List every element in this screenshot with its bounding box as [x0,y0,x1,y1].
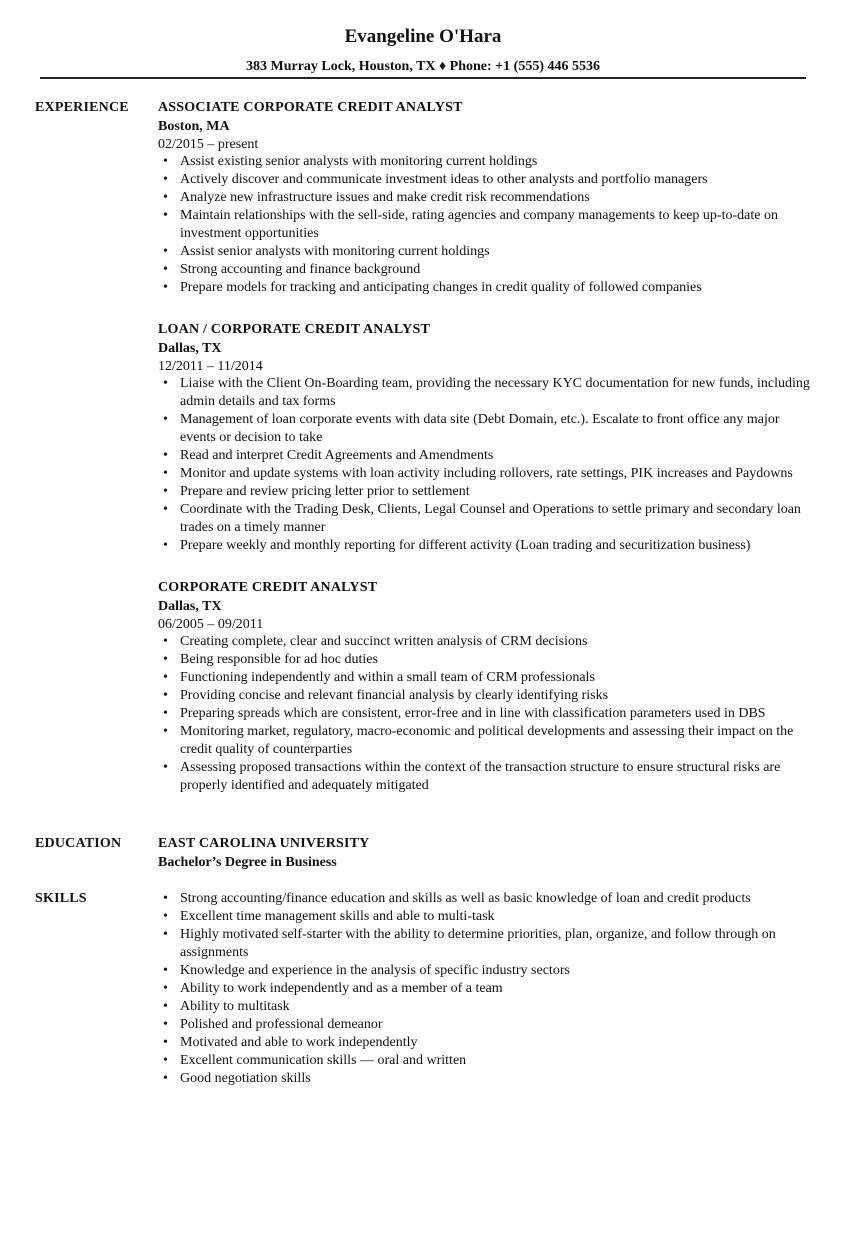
contact-line: 383 Murray Lock, Houston, TX ♦ Phone: +1 (555) 446 5536 [246,59,600,74]
job-bullet: • Maintain relationships with the sell-side, rating agencies and company managements to keep up-to-date on investment opportunities [158,207,818,243]
job-entry [158,321,818,555]
candidate-name: Evangeline O'Hara [344,26,502,47]
job-dates: 06/2005 – 09/2011 [158,617,264,632]
job-entry [158,99,818,297]
skill-item: • Excellent time management skills and able to multi-task [158,908,818,926]
job-bullet: • Monitoring market, regulatory, macro-economic and political developments and assessing their impact on the credit quality of counterparties [158,723,818,759]
skill-item: • Polished and professional demeanor [158,1016,818,1034]
skill-item: • Strong accounting/finance education and skills as well as basic knowledge of loan and credit products [158,890,818,908]
job-title: CORPORATE CREDIT ANALYST [158,580,378,595]
skill-item: • Ability to work independently and as a member of a team [158,980,818,998]
header-divider [40,77,806,79]
school-name: EAST CAROLINA UNIVERSITY [158,836,370,851]
job-bullet: • Preparing spreads which are consistent, error-free and in line with classification parameters used in DBS [158,705,818,723]
job-bullet: • Creating complete, clear and succinct written analysis of CRM decisions [158,633,818,651]
job-dates: 02/2015 – present [158,137,259,152]
job-entry [158,579,818,795]
job-bullet: • Prepare weekly and monthly reporting for different activity (Loan trading and securitization business) [158,537,818,555]
job-bullet: • Management of loan corporate events with data site (Debt Domain, etc.). Escalate to front office any major events or decision to take [158,411,818,447]
job-bullet: • Actively discover and communicate investment ideas to other analysts and portfolio managers [158,171,818,189]
job-bullet: • Prepare and review pricing letter prior to settlement [158,483,818,501]
skill-item: • Motivated and able to work independently [158,1034,818,1052]
job-bullet: • Read and interpret Credit Agreements and Amendments [158,447,818,465]
job-bullets [158,153,818,297]
section-label-experience: EXPERIENCE [35,100,129,115]
section-label-education: EDUCATION [35,836,122,851]
skill-item: • Ability to multitask [158,998,818,1016]
job-location: Dallas, TX [158,341,222,356]
job-bullet: • Strong accounting and finance background [158,261,818,279]
job-bullet: • Monitor and update systems with loan activity including rollovers, rate settings, PIK increases and Paydowns [158,465,818,483]
job-bullet: • Assessing proposed transactions within the context of the transaction structure to ensure structural risks are properly identified and adequately mitigated [158,759,818,795]
job-bullet: • Prepare models for tracking and anticipating changes in credit quality of followed companies [158,279,818,297]
job-title: ASSOCIATE CORPORATE CREDIT ANALYST [158,100,463,115]
job-bullets [158,375,818,555]
job-bullet: • Coordinate with the Trading Desk, Clients, Legal Counsel and Operations to settle primary and secondary loan trades on a timely manner [158,501,818,537]
degree: Bachelor’s Degree in Business [158,855,337,870]
job-bullet: • Functioning independently and within a small team of CRM professionals [158,669,818,687]
job-location: Boston, MA [158,119,230,134]
experience-body [158,99,818,795]
job-dates: 12/2011 – 11/2014 [158,359,263,374]
job-bullets [158,633,818,795]
education-body [158,835,818,872]
skill-item: • Excellent communication skills — oral and written [158,1052,818,1070]
section-label-skills: SKILLS [35,891,87,906]
job-bullet: • Assist senior analysts with monitoring current holdings [158,243,818,261]
job-location: Dallas, TX [158,599,222,614]
job-bullet: • Analyze new infrastructure issues and make credit risk recommendations [158,189,818,207]
job-bullet: • Assist existing senior analysts with monitoring current holdings [158,153,818,171]
job-bullet: • Being responsible for ad hoc duties [158,651,818,669]
skills-list [158,890,818,1088]
skills-body [158,890,818,1088]
skill-item: • Highly motivated self-starter with the ability to determine priorities, plan, organize, and follow through on assignments [158,926,818,962]
job-bullet: • Liaise with the Client On-Boarding team, providing the necessary KYC documentation for new funds, including admin details and tax forms [158,375,818,411]
skill-item: • Good negotiation skills [158,1070,818,1088]
job-bullet: • Providing concise and relevant financial analysis by clearly identifying risks [158,687,818,705]
job-title: LOAN / CORPORATE CREDIT ANALYST [158,322,430,337]
skill-item: • Knowledge and experience in the analysis of specific industry sectors [158,962,818,980]
